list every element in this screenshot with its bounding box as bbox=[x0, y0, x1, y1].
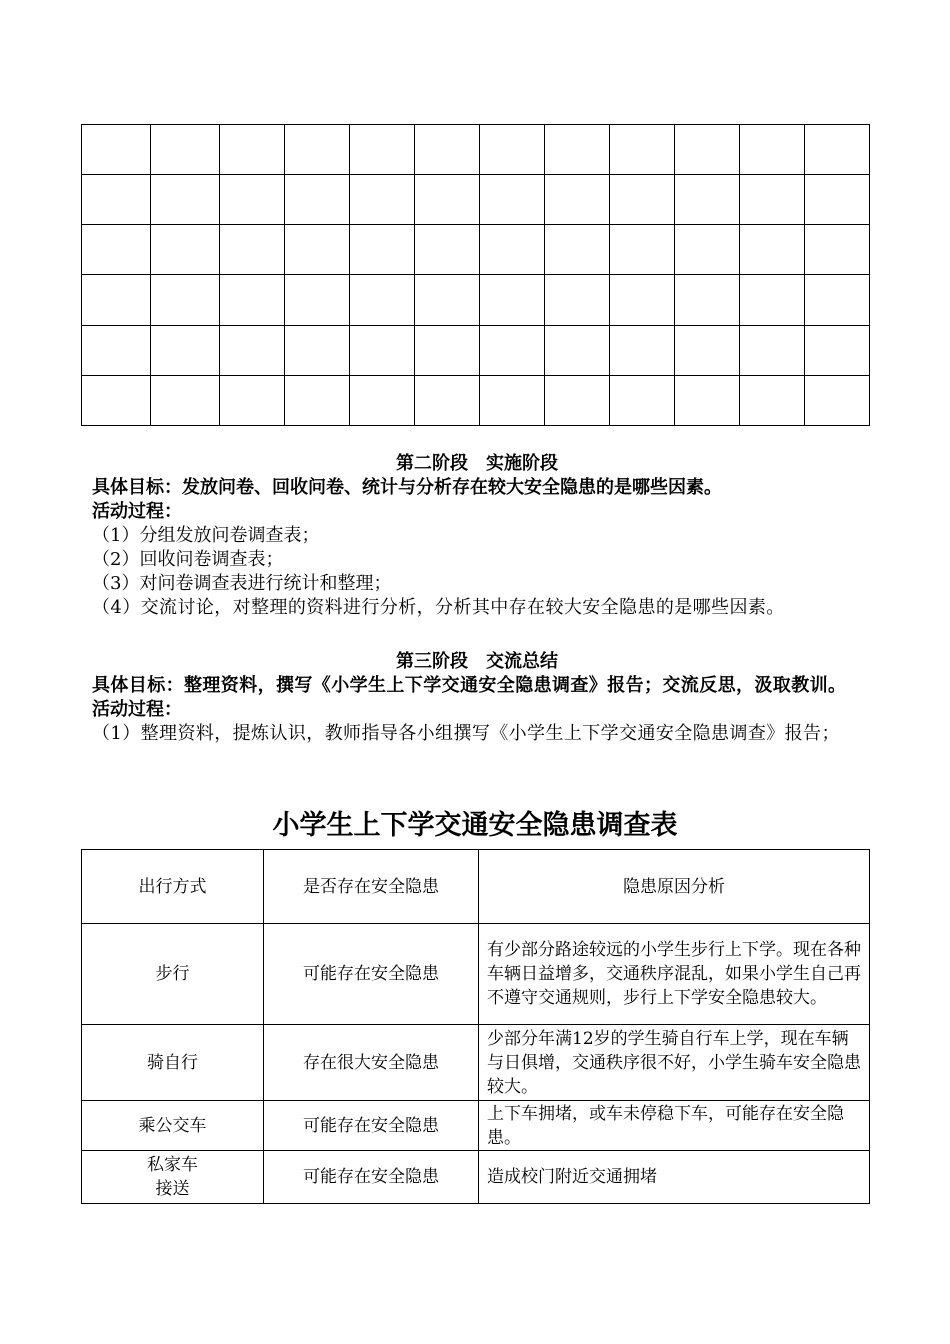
grid-cell bbox=[151, 275, 220, 325]
grid-cell bbox=[805, 175, 870, 225]
grid-cell bbox=[805, 275, 870, 325]
grid-row bbox=[82, 225, 870, 275]
header-cell: 出行方式 bbox=[82, 850, 264, 924]
stage2-step: （4）交流讨论，对整理的资料进行分析，分析其中存在较大安全隐患的是哪些因素。 bbox=[92, 597, 785, 618]
grid-cell bbox=[285, 325, 350, 375]
mode-line: 私家车 bbox=[147, 1155, 198, 1175]
mode-line: 接送 bbox=[155, 1179, 190, 1199]
reason-cell: 少部分年满12岁的学生骑自行车上学，现在车辆与日俱增，交通秩序很不好，小学生骑车安全隐患较大。 bbox=[479, 1025, 870, 1101]
grid-cell bbox=[740, 275, 805, 325]
stage2-step: （2）回收问卷调查表； bbox=[92, 549, 284, 570]
grid-cell bbox=[545, 375, 610, 425]
table-header-row bbox=[82, 850, 870, 924]
mode-cell: 骑自行 bbox=[82, 1025, 264, 1101]
grid-cell bbox=[82, 125, 151, 175]
grid-cell bbox=[82, 375, 151, 425]
stage2-section bbox=[92, 452, 862, 620]
table-row bbox=[82, 1151, 870, 1204]
stage2-step: （1）分组发放问卷调查表； bbox=[92, 525, 320, 546]
grid-cell bbox=[350, 325, 415, 375]
reason-cell: 造成校门附近交通拥堵 bbox=[479, 1151, 870, 1204]
grid-cell bbox=[415, 275, 480, 325]
stage3-goal: 具体目标：整理资料，撰写《小学生上下学交通安全隐患调查》报告；交流反思，汲取教训。 bbox=[92, 675, 847, 696]
grid-cell bbox=[610, 225, 675, 275]
mode-cell bbox=[82, 1151, 264, 1204]
grid-cell bbox=[480, 375, 545, 425]
stage3-section bbox=[92, 650, 862, 746]
grid-cell bbox=[151, 175, 220, 225]
grid-row bbox=[82, 175, 870, 225]
grid-cell bbox=[610, 125, 675, 175]
stage2-heading: 第二阶段 实施阶段 bbox=[396, 453, 558, 474]
mode-cell: 乘公交车 bbox=[82, 1101, 264, 1151]
grid-cell bbox=[740, 225, 805, 275]
grid-cell bbox=[285, 275, 350, 325]
risk-cell: 可能存在安全隐患 bbox=[264, 1101, 479, 1151]
grid-cell bbox=[610, 375, 675, 425]
stage2-step: （3）对问卷调查表进行统计和整理； bbox=[92, 573, 392, 594]
survey-table bbox=[81, 849, 870, 1204]
grid-cell bbox=[350, 275, 415, 325]
grid-cell bbox=[610, 175, 675, 225]
risk-cell: 可能存在安全隐患 bbox=[264, 924, 479, 1025]
grid-cell bbox=[545, 325, 610, 375]
risk-cell: 存在很大安全隐患 bbox=[264, 1025, 479, 1101]
grid-cell bbox=[675, 175, 740, 225]
grid-cell bbox=[350, 125, 415, 175]
grid-cell bbox=[285, 175, 350, 225]
grid-cell bbox=[285, 125, 350, 175]
grid-cell bbox=[220, 325, 285, 375]
grid-cell bbox=[805, 225, 870, 275]
grid-cell bbox=[805, 325, 870, 375]
grid-cell bbox=[675, 125, 740, 175]
grid-cell bbox=[480, 325, 545, 375]
grid-row bbox=[82, 275, 870, 325]
stage3-step: （1）整理资料，提炼认识，教师指导各小组撰写《小学生上下学交通安全隐患调查》报告； bbox=[92, 723, 840, 744]
grid-cell bbox=[675, 375, 740, 425]
grid-cell bbox=[610, 325, 675, 375]
empty-grid-table bbox=[81, 124, 870, 426]
grid-cell bbox=[82, 175, 151, 225]
header-cell: 是否存在安全隐患 bbox=[264, 850, 479, 924]
grid-cell bbox=[740, 175, 805, 225]
grid-cell bbox=[82, 225, 151, 275]
header-cell: 隐患原因分析 bbox=[479, 850, 870, 924]
grid-cell bbox=[675, 275, 740, 325]
reason-cell: 有少部分路途较远的小学生步行上下学。现在各种车辆日益增多，交通秩序混乱，如果小学生自己再不遵守交通规则，步行上下学安全隐患较大。 bbox=[479, 924, 870, 1025]
grid-row bbox=[82, 325, 870, 375]
grid-cell bbox=[350, 225, 415, 275]
grid-cell bbox=[285, 225, 350, 275]
grid-cell bbox=[82, 325, 151, 375]
grid-cell bbox=[350, 175, 415, 225]
grid-cell bbox=[151, 325, 220, 375]
grid-cell bbox=[545, 225, 610, 275]
stage2-goal: 具体目标：发放问卷、回收问卷、统计与分析存在较大安全隐患的是哪些因素。 bbox=[92, 477, 722, 498]
grid-cell bbox=[545, 175, 610, 225]
survey-title: 小学生上下学交通安全隐患调查表 bbox=[272, 810, 678, 841]
grid-cell bbox=[220, 375, 285, 425]
grid-row bbox=[82, 125, 870, 175]
grid-cell bbox=[740, 125, 805, 175]
reason-cell: 上下车拥堵，或车未停稳下车，可能存在安全隐患。 bbox=[479, 1101, 870, 1151]
grid-cell bbox=[415, 375, 480, 425]
grid-cell bbox=[220, 225, 285, 275]
grid-cell bbox=[285, 375, 350, 425]
grid-cell bbox=[545, 125, 610, 175]
grid-cell bbox=[415, 125, 480, 175]
stage3-process-label: 活动过程： bbox=[92, 699, 182, 720]
table-row bbox=[82, 1025, 870, 1101]
grid-cell bbox=[480, 225, 545, 275]
grid-cell bbox=[675, 225, 740, 275]
grid-cell bbox=[151, 125, 220, 175]
risk-cell: 可能存在安全隐患 bbox=[264, 1151, 479, 1204]
grid-cell bbox=[220, 175, 285, 225]
grid-cell bbox=[220, 275, 285, 325]
grid-row bbox=[82, 375, 870, 425]
table-row bbox=[82, 1101, 870, 1151]
grid-cell bbox=[805, 125, 870, 175]
grid-cell bbox=[480, 175, 545, 225]
grid-cell bbox=[415, 175, 480, 225]
grid-cell bbox=[220, 125, 285, 175]
grid-cell bbox=[545, 275, 610, 325]
grid-cell bbox=[151, 225, 220, 275]
grid-cell bbox=[675, 325, 740, 375]
grid-cell bbox=[415, 325, 480, 375]
grid-cell bbox=[151, 375, 220, 425]
grid-cell bbox=[740, 325, 805, 375]
mode-cell: 步行 bbox=[82, 924, 264, 1025]
table-row bbox=[82, 924, 870, 1025]
grid-cell bbox=[415, 225, 480, 275]
stage3-heading: 第三阶段 交流总结 bbox=[396, 651, 558, 672]
stage2-process-label: 活动过程： bbox=[92, 501, 182, 522]
grid-cell bbox=[805, 375, 870, 425]
grid-cell bbox=[610, 275, 675, 325]
grid-cell bbox=[740, 375, 805, 425]
grid-cell bbox=[480, 275, 545, 325]
grid-cell bbox=[350, 375, 415, 425]
grid-cell bbox=[480, 125, 545, 175]
grid-cell bbox=[82, 275, 151, 325]
